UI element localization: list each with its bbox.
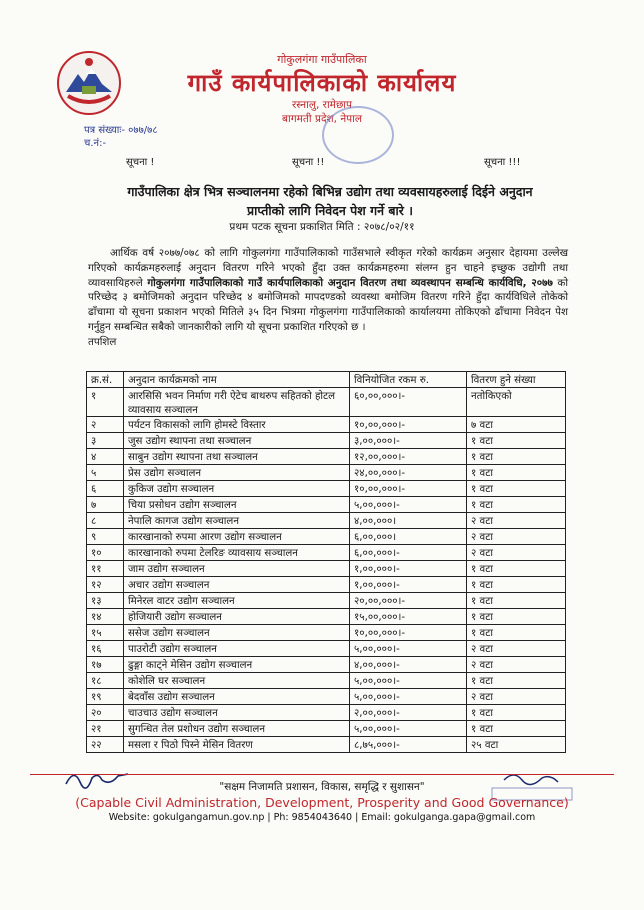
cell-serial: २ — [87, 417, 124, 433]
cell-program-name: पाउरोटी उद्योग सञ्चालन — [124, 641, 350, 657]
cell-serial: ६ — [87, 481, 124, 497]
contact-line: Website: gokulgangamun.gov.np | Ph: 9854043640 | Email: gokulganga.gapa@gmail.com — [108, 812, 536, 823]
notice-label-3: सूचना !!! — [484, 157, 521, 168]
cell-serial: १० — [87, 545, 124, 561]
cell-serial: ८ — [87, 513, 124, 529]
cell-amount: ५,००,०००।- — [350, 721, 467, 737]
table-row — [87, 545, 566, 561]
motto-english: (Capable Civil Administration, Development, Prosperity and Good Governance) — [75, 795, 569, 810]
cell-amount: ४,००,०००। — [350, 513, 467, 529]
cell-count: १ वटा — [467, 609, 566, 625]
cell-program-name: प्रेस उद्योग सञ्चालन — [124, 465, 350, 481]
table-row — [87, 449, 566, 465]
cell-program-name: सुगन्धित तेल प्रशोधन उद्योग सञ्चालन — [124, 721, 350, 737]
table-row — [87, 721, 566, 737]
cell-count: २ वटा — [467, 545, 566, 561]
table-row — [87, 513, 566, 529]
cell-program-name: होजियारी उद्योग सञ्चालन — [124, 609, 350, 625]
cell-program-name: चिया प्रसोधन उद्योग सञ्चालन — [124, 497, 350, 513]
cell-amount: ८,७५,०००।- — [350, 737, 467, 753]
cell-serial: १२ — [87, 577, 124, 593]
cell-count: २ वटा — [467, 513, 566, 529]
cell-amount: १०,००,०००।- — [350, 417, 467, 433]
cell-count: १ वटा — [467, 577, 566, 593]
email-label: Email: — [361, 812, 391, 823]
cell-serial: २१ — [87, 721, 124, 737]
cell-program-name: ससेज उद्योग सञ्चालन — [124, 625, 350, 641]
cell-count: २ वटा — [467, 641, 566, 657]
table-row — [87, 689, 566, 705]
cell-program-name: कारखानाको रुपमा टेलरिङ व्यावसाय सञ्चालन — [124, 545, 350, 561]
cell-amount: ५,००,०००।- — [350, 641, 467, 657]
cell-serial: १४ — [87, 609, 124, 625]
cell-program-name: ढुङ्गा काट्ने मेसिन उद्योग सञ्चालन — [124, 657, 350, 673]
cell-program-name: जाम उद्योग सञ्चालन — [124, 561, 350, 577]
cell-count: २ वटा — [467, 657, 566, 673]
cell-count: १ वटा — [467, 465, 566, 481]
cell-serial: ९ — [87, 529, 124, 545]
letterhead-org-name: गोकुलगंगा गाउँपालिका — [277, 53, 367, 66]
table-body — [87, 388, 566, 753]
cell-program-name: चाउचाउ उद्योग सञ्चालन — [124, 705, 350, 721]
cell-amount: १५,००,०००।- — [350, 609, 467, 625]
table-row — [87, 641, 566, 657]
cell-amount: १२,००,०००।- — [350, 449, 467, 465]
notice-body — [88, 246, 568, 350]
cell-count: १ वटा — [467, 705, 566, 721]
table-row — [87, 388, 566, 417]
cell-count: १ वटा — [467, 561, 566, 577]
table-row — [87, 705, 566, 721]
cell-serial: १८ — [87, 673, 124, 689]
cell-serial: ११ — [87, 561, 124, 577]
email-link[interactable]: gokulganga.gapa@gmail.com — [393, 812, 536, 823]
cell-amount: ६०,००,०००।- — [350, 388, 467, 417]
cell-amount: २,००,०००।- — [350, 705, 467, 721]
reference-block — [84, 124, 158, 150]
cell-count: १ वटा — [467, 673, 566, 689]
table-row — [87, 529, 566, 545]
cell-amount: ५,००,०००।- — [350, 497, 467, 513]
table-row — [87, 625, 566, 641]
cell-serial: ३ — [87, 433, 124, 449]
cell-serial: १५ — [87, 625, 124, 641]
header-program-name: अनुदान कार्यक्रमको नाम — [124, 372, 350, 388]
cell-serial: १६ — [87, 641, 124, 657]
table-row — [87, 609, 566, 625]
table-row — [87, 593, 566, 609]
cell-program-name: नेपालि कागज उद्योग सञ्चालन — [124, 513, 350, 529]
cell-program-name: कारखानाको रुपमा आरण उद्योग सञ्चालन — [124, 529, 350, 545]
cell-program-name: मिनेरल वाटर उद्योग सञ्चालन — [124, 593, 350, 609]
table-caption: तपशिल — [88, 335, 117, 348]
body-procedure-name: गोकुलगंगा गाउँपालिकाको गाउँ कार्यपालिकाको अनुदान वितरण तथा व्यवस्थापन सम्बन्धि कार्यविधि, २०७७ — [147, 276, 553, 289]
cell-count: नतोकिएको — [467, 388, 566, 417]
subject-line-1: गाउँपालिका क्षेत्र भित्र सञ्चालनमा रहेको बिभिन्न उद्योग तथा व्यवसायहरुलाई दिईने अनुदान — [127, 184, 533, 199]
cell-serial: ७ — [87, 497, 124, 513]
header-serial: क्र.सं. — [87, 372, 124, 388]
letterhead-office-title: गाउँ कार्यपालिकाको कार्यालय — [187, 69, 457, 97]
cell-program-name: मसला र पिठो पिस्ने मेसिन वितरण — [124, 737, 350, 753]
body-paragraph-end: को परिच्छेद ३ बमोजिमको अनुदान परिच्छेद ४ बमोजिमको मापदण्डको व्यवस्था बमोजिम वितरण गरिने हुँदा कार्यविधिले तोकेको ढाँचामा यो सूचना प्रकाशन भएको मितिले ३५ दिन भित्रमा गोकुलगंगा गाउँपालिकाको कार्यालयमा तोकिएको ढाँचामा निवेदन पेश गर्नुहुन सम्बन्धित सबैको जानकारीको लागि यो सूचना प्रकाशित गरिएको छ । — [88, 276, 568, 333]
cell-serial: ४ — [87, 449, 124, 465]
cell-count: १ वटा — [467, 593, 566, 609]
cell-program-name: अचार उद्योग सञ्चालन — [124, 577, 350, 593]
cell-program-name: बेदवाँस उद्योग सञ्चालन — [124, 689, 350, 705]
footer-divider — [30, 774, 614, 775]
cell-count: १ वटा — [467, 497, 566, 513]
motto-nepali: "सक्षम निजामति प्रशासन, विकास, समृद्धि र सुशासन" — [219, 781, 425, 793]
cell-count: ७ वटा — [467, 417, 566, 433]
phone-label: Ph: — [273, 812, 289, 823]
cell-program-name: पर्यटन विकासको लागि होमस्टे विस्तार — [124, 417, 350, 433]
table-row — [87, 465, 566, 481]
table-row — [87, 481, 566, 497]
cell-count: १ वटा — [467, 721, 566, 737]
cell-count: १ वटा — [467, 433, 566, 449]
cell-amount: १०,००,०००।- — [350, 625, 467, 641]
header-allocated-amount: विनियोजित रकम रु. — [350, 372, 467, 388]
cell-serial: १७ — [87, 657, 124, 673]
cell-count: १ वटा — [467, 481, 566, 497]
cell-count: २ वटा — [467, 689, 566, 705]
cell-amount: २०,००,०००।- — [350, 593, 467, 609]
cell-amount: ४,००,०००।- — [350, 657, 467, 673]
cell-serial: १९ — [87, 689, 124, 705]
table-row — [87, 417, 566, 433]
cell-serial: २२ — [87, 737, 124, 753]
cell-amount: २४,००,०००।- — [350, 465, 467, 481]
cell-amount: १०,००,०००।- — [350, 481, 467, 497]
cell-count: १ वटा — [467, 625, 566, 641]
letter-number: पत्र संख्याः- ०७७/७८ — [84, 125, 158, 136]
cell-amount: ६,००,०००।- — [350, 545, 467, 561]
notice-label-2: सूचना !! — [292, 157, 325, 168]
cell-program-name: कोशेलि घर सञ्चालन — [124, 673, 350, 689]
cell-count: २५ वटा — [467, 737, 566, 753]
cell-serial: १३ — [87, 593, 124, 609]
address-line-1: रस्नालु, रामेछाप — [292, 99, 352, 111]
cell-amount: १,००,०००।- — [350, 577, 467, 593]
cell-amount: ६,००,०००। — [350, 529, 467, 545]
cell-count: १ वटा — [467, 449, 566, 465]
cell-amount: ५,००,०००।- — [350, 673, 467, 689]
cell-amount: ३,००,०००।- — [350, 433, 467, 449]
table-row — [87, 561, 566, 577]
table-header-row — [87, 372, 566, 388]
table-row — [87, 577, 566, 593]
header-distribution-count: वितरण हुने संख्या — [467, 372, 566, 388]
grant-program-table — [86, 371, 566, 753]
website-link[interactable]: gokulgangamun.gov.np — [152, 812, 265, 823]
publication-date: प्रथम पटक सूचना प्रकाशित मिति : २०७८/०२/११ — [229, 221, 415, 233]
office-stamp — [322, 106, 394, 164]
phone-number: 9854043640 — [291, 812, 353, 823]
website-label: Website: — [108, 812, 150, 823]
subject-line-2: प्राप्तीको लागि निवेदन पेश गर्ने बारे । — [247, 203, 413, 218]
address-line-2: बागमती प्रदेश, नेपाल — [282, 113, 362, 125]
table-row — [87, 657, 566, 673]
dispatch-number: च.नं:- — [84, 138, 107, 149]
cell-count: २ वटा — [467, 529, 566, 545]
cell-program-name: कुकिज उद्योग सञ्चालन — [124, 481, 350, 497]
notice-label-1: सूचना ! — [126, 157, 155, 168]
cell-serial: १ — [87, 388, 124, 417]
cell-program-name: आरसिसि भवन निर्माण गरी ऐटेच बाथरुप सहितको होटल व्यावसाय सञ्चालन — [124, 388, 350, 417]
table-row — [87, 673, 566, 689]
table-row — [87, 737, 566, 753]
notice-subject — [70, 182, 590, 220]
table-row — [87, 497, 566, 513]
body-paragraph-start: आर्थिक वर्ष २०७७/०७८ को लागि गोकुलगंगा गाउँपालिकाको गाउँसभाले स्वीकृत गरेको कार्यक्रम अनुसार देहायमा उल्लेख गरिएको कार्यक्रमहरुलाई अनुदान वितरण गरिने भएको हुँदा उक्त कार्यक्रमहरुमा संलग्न हुन चाहने इच्छुक उद्योगी तथा व्यावसायिहरुले — [88, 247, 568, 289]
letterhead-address — [0, 98, 644, 126]
table-row — [87, 433, 566, 449]
cell-program-name: जुस उद्योग स्थापना तथा सञ्चालन — [124, 433, 350, 449]
cell-amount: ५,००,०००।- — [350, 689, 467, 705]
cell-serial: २० — [87, 705, 124, 721]
cell-serial: ५ — [87, 465, 124, 481]
cell-amount: १,००,०००।- — [350, 561, 467, 577]
cell-program-name: साबुन उद्योग स्थापना तथा सञ्चालन — [124, 449, 350, 465]
